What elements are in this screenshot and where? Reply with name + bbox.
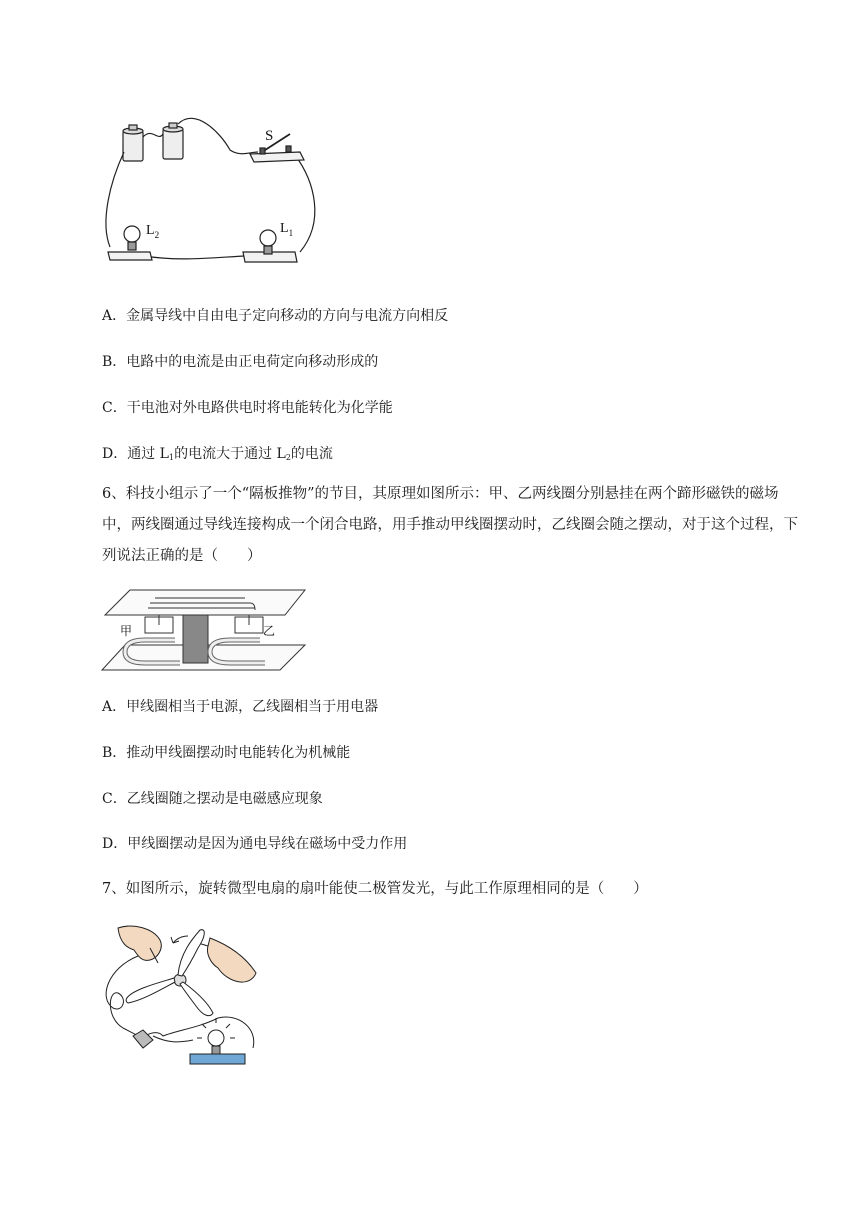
coil-left-label: 甲 — [120, 624, 133, 638]
q5-option-d-sub1: 1 — [168, 453, 175, 462]
bulb-l1-label: $L_1$ — [280, 221, 294, 238]
diode-bulb — [208, 1030, 224, 1046]
hand-left-icon — [118, 926, 161, 960]
coil-right-label: 乙 — [263, 624, 276, 638]
diode-plug — [133, 1030, 153, 1048]
partition-wall — [183, 615, 208, 663]
battery-cell-1 — [123, 131, 143, 161]
partition-figure — [100, 585, 310, 675]
q5-option-c: C．干电池对外电路供电时将电能转化为化学能 — [102, 400, 393, 416]
switch-base — [250, 152, 304, 162]
q6-option-d: D．甲线圈摆动是因为通电导线在磁场中受力作用 — [102, 836, 408, 852]
battery-cell-2 — [163, 129, 183, 159]
diode-base — [190, 1054, 245, 1064]
q6-option-a: A．甲线圈相当于电源，乙线圈相当于用电器 — [102, 699, 379, 715]
q7-stem: 7、如图所示，旋转微型电扇的扇叶能使二极管发光，与此工作原理相同的是（ ） — [102, 881, 648, 897]
q5-option-a: A．金属导线中自由电子定向移动的方向与电流方向相反 — [102, 308, 449, 324]
q5-option-d-part2: 的电流大于通过 L — [174, 446, 286, 462]
bulb-l2-label: $L_2$ — [146, 223, 160, 240]
q6-option-c: C．乙线圈随之摆动是电磁感应现象 — [102, 791, 323, 807]
hand-right-icon — [207, 938, 256, 982]
circuit-figure — [100, 112, 320, 277]
q5-option-d-sub2: 2 — [285, 453, 291, 462]
switch-label: S — [265, 128, 274, 144]
bulb-base-l2 — [108, 252, 152, 260]
fan-figure — [98, 918, 268, 1080]
q5-option-b: B．电路中的电流是由正电荷定向移动形成的 — [102, 354, 379, 370]
q6-option-b: B．推动甲线圈摆动时电能转化为机械能 — [102, 745, 351, 761]
q6-stem: 6、科技小组示了一个“隔板推物”的节目，其原理如图所示：甲、乙两线圈分别悬挂在两个蹄形磁铁的磁场中，两线圈通过导线连接构成一个闭合电路，用手推动甲线圈摆动时，乙线圈会随之摆动，对于这个过程，下列说法正确的是（ ） — [102, 486, 798, 564]
q5-option-d-part3: 的电流 — [290, 446, 333, 462]
q5-option-d-part1: D．通过 L — [102, 446, 169, 462]
q5-option-d — [102, 444, 333, 468]
fan-blade-3 — [126, 978, 175, 1003]
bulb-l1 — [260, 230, 276, 246]
bulb-l2 — [124, 226, 140, 242]
fan-blade-2 — [180, 982, 213, 1016]
